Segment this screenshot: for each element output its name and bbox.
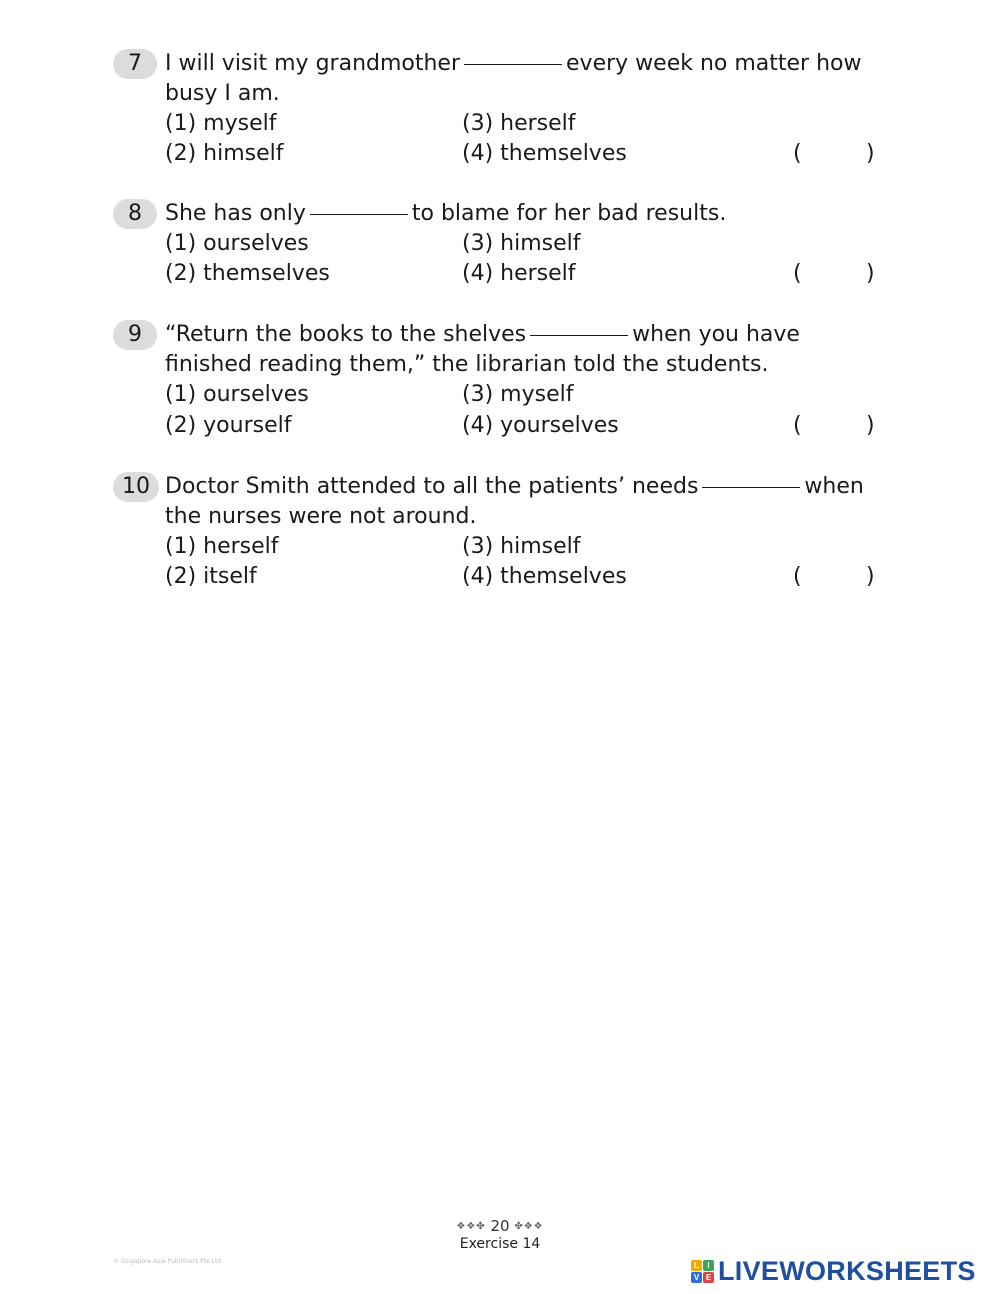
logo-tile: I — [703, 1260, 714, 1271]
question-text — [165, 472, 880, 532]
question-text-before: I will visit my grandmother — [165, 51, 461, 76]
answer-bracket-close[interactable]: ) — [866, 141, 875, 166]
option-3: (3) herself — [462, 111, 576, 136]
logo-tile: E — [703, 1272, 714, 1283]
page-decoration-right: ✤❖❖ — [514, 1221, 544, 1232]
option-1: (1) herself — [165, 534, 279, 559]
copyright-notice: © Singapore Asia Publishers Pte Ltd — [113, 1258, 222, 1265]
option-2: (2) themselves — [165, 261, 330, 286]
page-decoration-left: ❖❖✤ — [456, 1221, 486, 1232]
option-2: (2) itself — [165, 564, 257, 589]
option-1: (1) ourselves — [165, 382, 309, 407]
question-text-after: when you have finished reading them,” the librarian told the students. — [165, 322, 800, 377]
option-2: (2) himself — [165, 141, 284, 166]
answer-bracket-open[interactable]: ( — [793, 564, 802, 589]
option-4: (4) themselves — [462, 141, 627, 166]
option-4: (4) yourselves — [462, 413, 619, 438]
option-1: (1) ourselves — [165, 231, 309, 256]
page-number — [0, 1216, 1000, 1237]
option-3: (3) himself — [462, 534, 581, 559]
question-text — [165, 199, 880, 229]
logo-tile: L — [691, 1260, 702, 1271]
question-text-before: She has only — [165, 201, 306, 226]
option-2: (2) yourself — [165, 413, 292, 438]
option-4: (4) herself — [462, 261, 576, 286]
answer-blank — [464, 64, 562, 65]
question-text — [165, 49, 880, 109]
question-text-before: Doctor Smith attended to all the patients’ needs — [165, 474, 699, 499]
question-number-badge: 10 — [113, 472, 159, 502]
option-3: (3) himself — [462, 231, 581, 256]
question-text-after: when the nurses were not around. — [165, 474, 864, 529]
answer-bracket-open[interactable]: ( — [793, 141, 802, 166]
page-number-value: 20 — [490, 1217, 510, 1235]
option-3: (3) myself — [462, 382, 574, 407]
answer-bracket-close[interactable]: ) — [866, 413, 875, 438]
option-1: (1) myself — [165, 111, 277, 136]
brand-name: LIVEWORKSHEETS — [718, 1255, 976, 1286]
answer-blank — [530, 335, 628, 336]
liveworksheets-logo-icon — [691, 1260, 714, 1283]
answer-blank — [310, 214, 408, 215]
exercise-label: Exercise 14 — [459, 1236, 541, 1252]
liveworksheets-brand[interactable] — [691, 1254, 976, 1288]
question-number-badge: 9 — [113, 320, 157, 350]
logo-tile: V — [691, 1272, 702, 1283]
answer-bracket-close[interactable]: ) — [866, 564, 875, 589]
option-4: (4) themselves — [462, 564, 627, 589]
question-text-before: “Return the books to the shelves — [165, 322, 527, 347]
question-text — [165, 320, 880, 380]
question-number-badge: 8 — [113, 199, 157, 229]
question-text-after: every week no matter how busy I am. — [165, 51, 862, 106]
answer-bracket-open[interactable]: ( — [793, 261, 802, 286]
question-text-after: to blame for her bad results. — [411, 201, 727, 226]
answer-blank — [702, 487, 800, 488]
question-number-badge: 7 — [113, 49, 157, 79]
answer-bracket-close[interactable]: ) — [866, 261, 875, 286]
answer-bracket-open[interactable]: ( — [793, 413, 802, 438]
